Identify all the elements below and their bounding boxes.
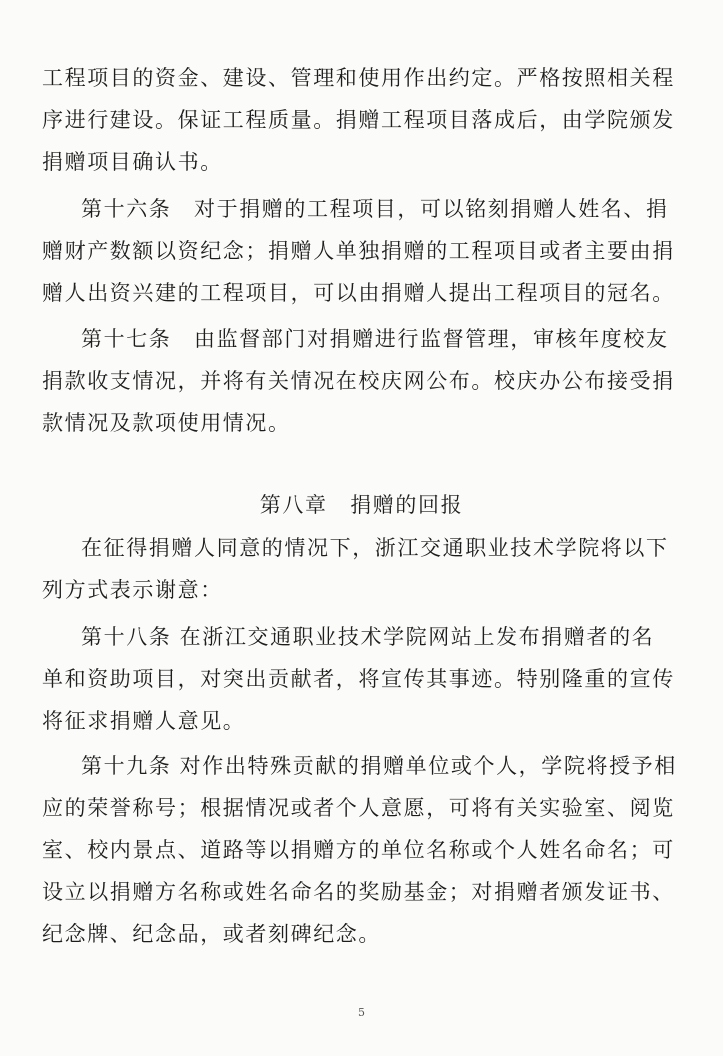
text-line: 列方式表示谢意：	[42, 578, 223, 602]
text-line: 室、校内景点、道路等以捐赠方的单位名称或个人姓名命名；可	[42, 838, 675, 862]
text-line: 设立以捐赠方名称或姓名命名的奖励基金；对捐赠者颁发证书、	[42, 880, 675, 904]
text-line: 序进行建设。保证工程质量。捐赠工程项目落成后，由学院颁发	[42, 108, 675, 132]
text-line: 工程项目的资金、建设、管理和使用作出约定。严格按照相关程	[42, 66, 675, 90]
article-17-line: 第十七条 由监督部门对捐赠进行监督管理，审核年度校友	[81, 327, 669, 351]
text-line: 将征求捐赠人意见。	[42, 709, 246, 733]
article-16-line: 第十六条 对于捐赠的工程项目，可以铭刻捐赠人姓名、捐	[81, 197, 669, 221]
text-line: 赠财产数额以资纪念；捐赠人单独捐赠的工程项目或者主要由捐	[42, 239, 675, 263]
text-line: 款情况及款项使用情况。	[42, 411, 291, 435]
text-line: 单和资助项目，对突出贡献者，将宣传其事迹。特别隆重的宣传	[42, 667, 675, 691]
article-19-line: 第十九条 对作出特殊贡献的捐赠单位或个人，学院将授予相	[81, 754, 677, 778]
text-line: 捐款收支情况，并将有关情况在校庆网公布。校庆办公布接受捐	[42, 369, 675, 393]
text-line: 纪念牌、纪念品，或者刻碑纪念。	[42, 922, 381, 946]
page-number: 5	[358, 1006, 365, 1019]
article-18-line: 第十八条 在浙江交通职业技术学院网站上发布捐赠者的名	[81, 625, 655, 649]
text-line: 捐赠项目确认书。	[42, 150, 223, 174]
chapter-heading: 第八章 捐赠的回报	[259, 493, 464, 517]
intro-line: 在征得捐赠人同意的情况下，浙江交通职业技术学院将以下	[81, 536, 669, 560]
text-line: 应的荣誉称号；根据情况或者个人意愿，可将有关实验室、阅览	[42, 796, 675, 820]
text-line: 赠人出资兴建的工程项目，可以由捐赠人提出工程项目的冠名。	[42, 281, 675, 305]
